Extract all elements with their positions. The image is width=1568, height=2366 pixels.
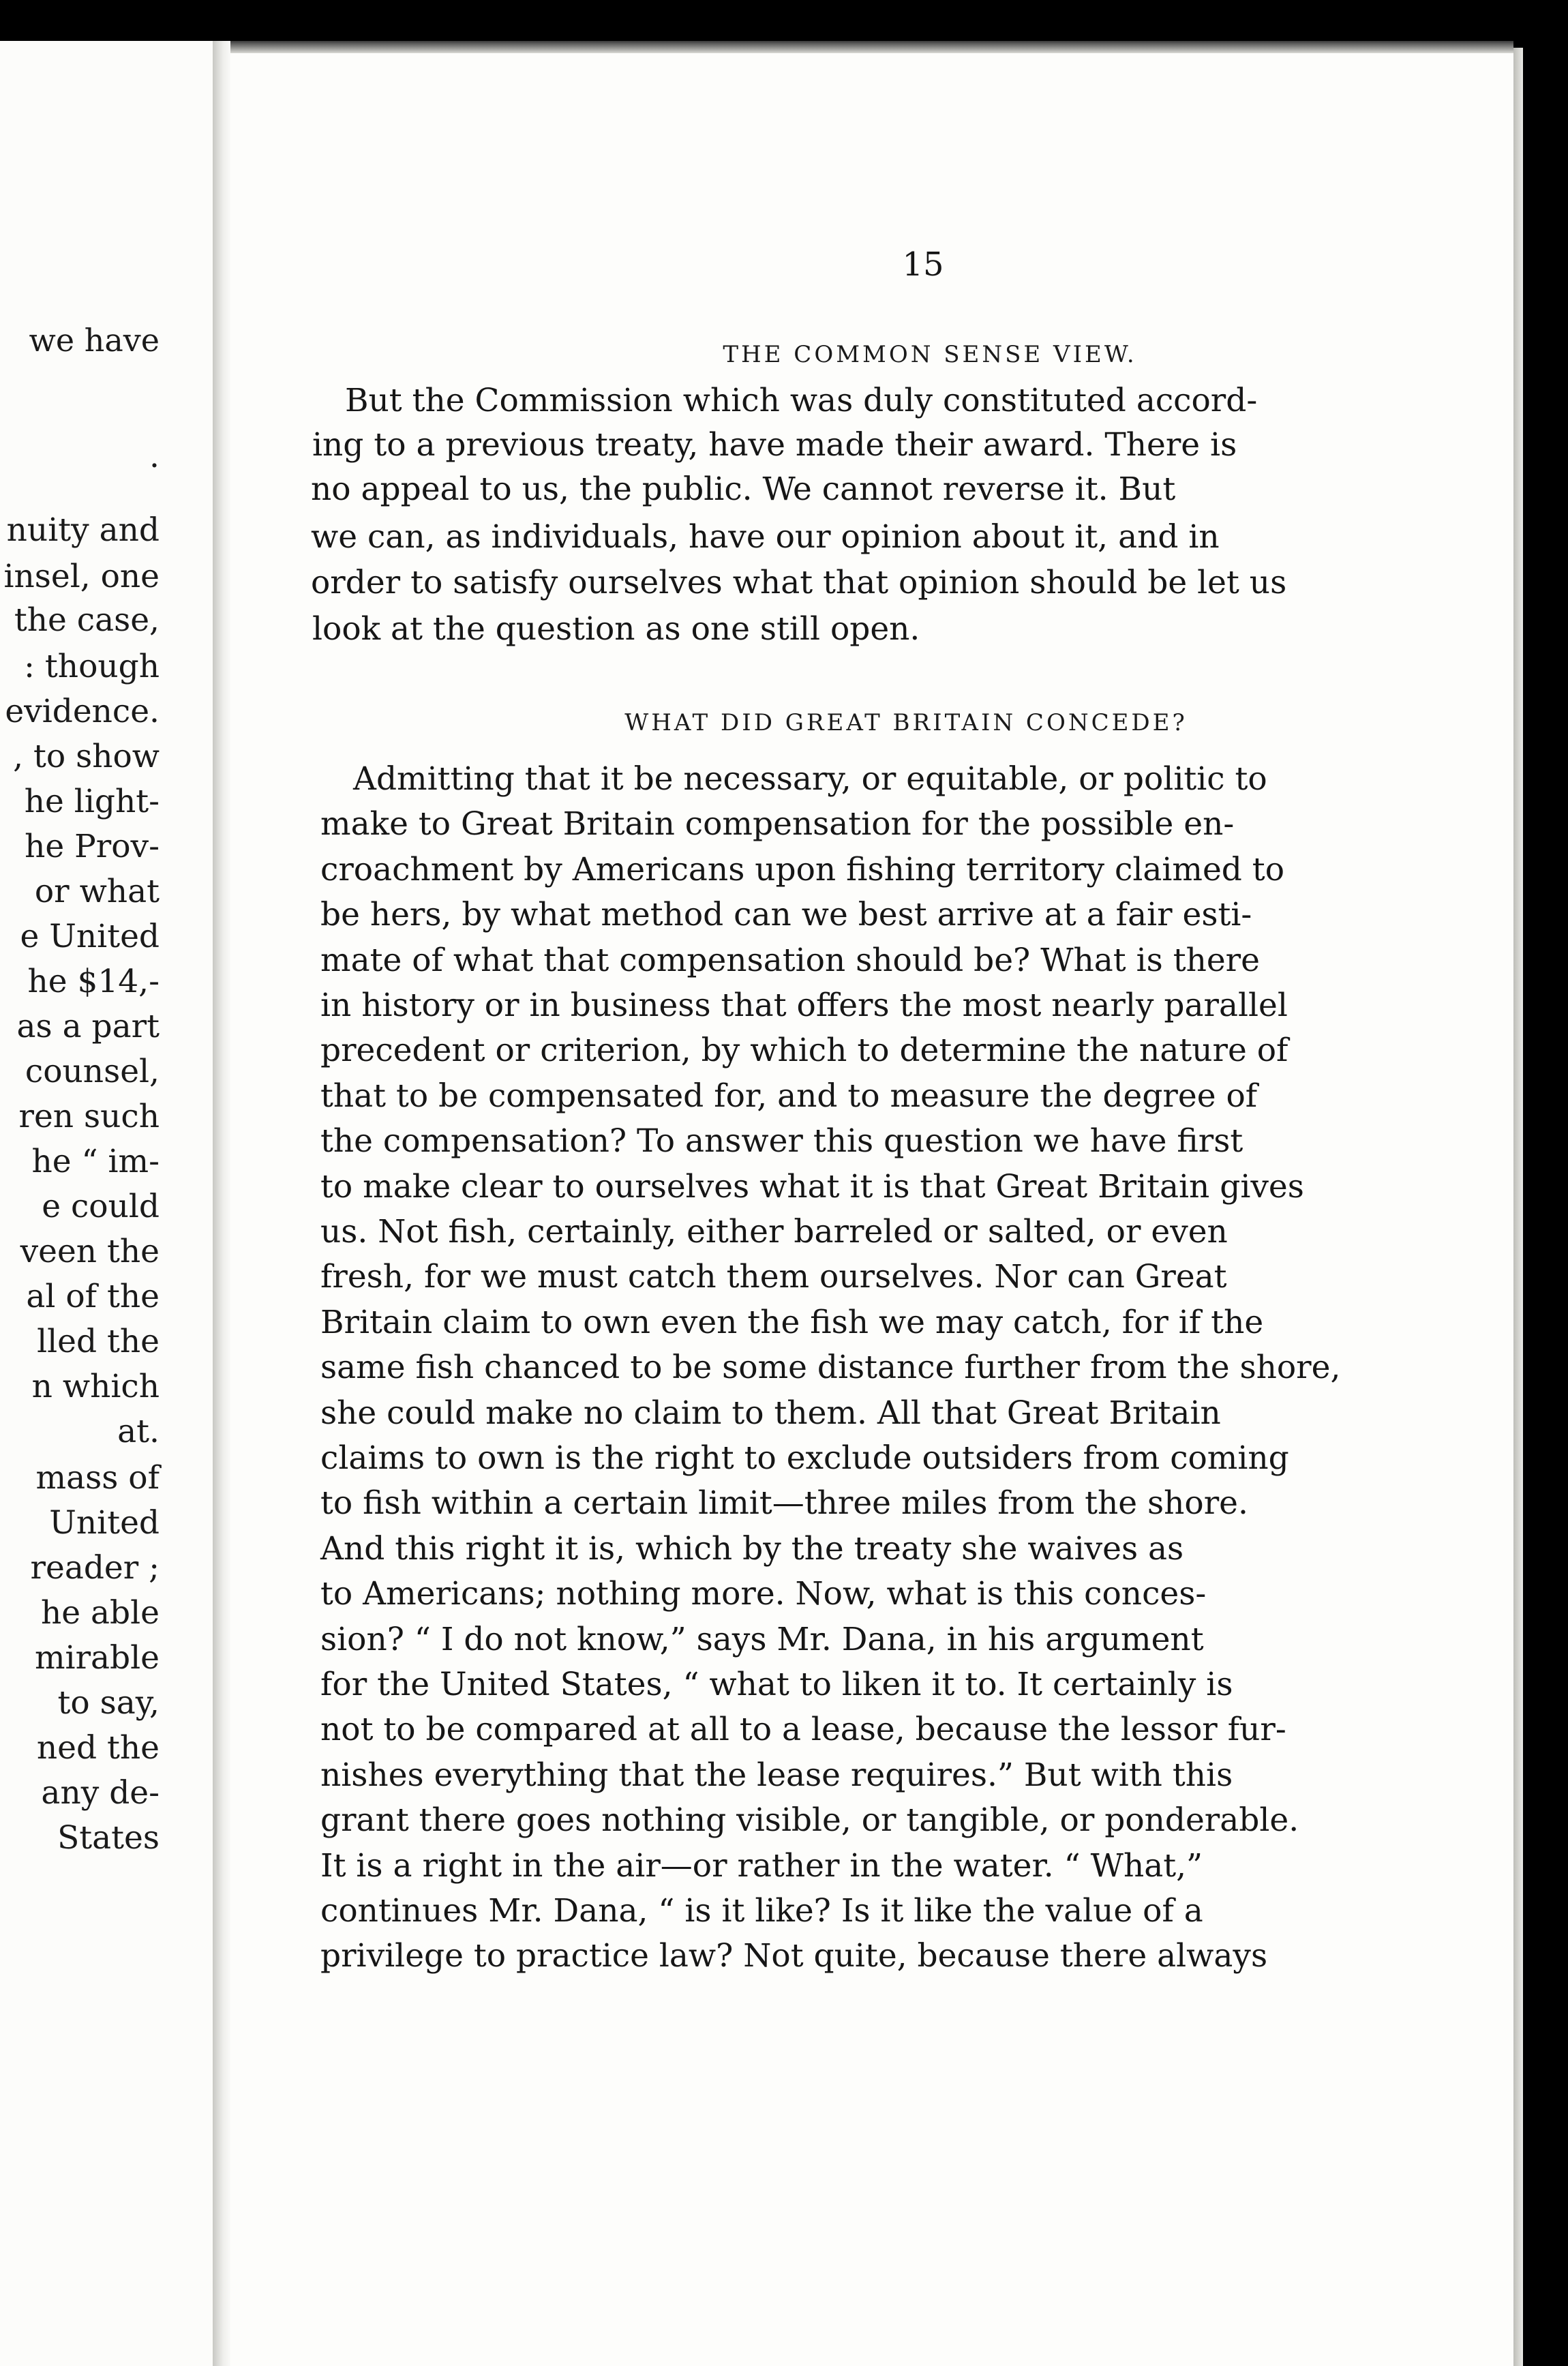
section-heading-common-sense-view: THE COMMON SENSE VIEW.	[723, 341, 1137, 368]
section-heading-what-did-great-britain-concede: WHAT DID GREAT BRITAIN CONCEDE?	[624, 709, 1188, 736]
left-page-line: States	[57, 1819, 160, 1857]
left-page-line: the case,	[14, 601, 160, 639]
paragraph-2-line: mate of what that compensation should be? What is there	[320, 942, 1260, 979]
paragraph-2-line: privilege to practice law? Not quite, because there always	[320, 1937, 1268, 1975]
paragraph-2-line: us. Not fish, certainly, either barreled or salted, or even	[320, 1213, 1228, 1251]
page-top-edge	[230, 41, 1513, 53]
paragraph-2-line: nishes everything that the lease requires.” But with this	[320, 1756, 1233, 1794]
left-page-line: e United	[20, 918, 160, 955]
left-page-line: he $14,-	[27, 963, 160, 1000]
page-right-edge	[1513, 48, 1523, 2366]
paragraph-2-line: croachment by Americans upon fishing territory claimed to	[320, 851, 1284, 888]
left-page-line: .	[149, 438, 160, 475]
left-page-line: we have	[29, 322, 160, 359]
paragraph-2-line: to make clear to ourselves what it is that Great Britain gives	[320, 1168, 1304, 1206]
left-page-line: or what	[34, 873, 160, 910]
left-page-line: any de-	[41, 1774, 160, 1812]
paragraph-2-line: not to be compared at all to a lease, because the lessor fur-	[320, 1711, 1286, 1748]
paragraph-2-line: that to be compensated for, and to measure the degree of	[320, 1077, 1258, 1115]
paragraph-2-line: claims to own is the right to exclude outsiders from coming	[320, 1439, 1289, 1477]
left-page-line: he able	[41, 1594, 160, 1632]
left-page-line: mirable	[34, 1639, 160, 1677]
paragraph-2-line: Britain claim to own even the fish we may catch, for if the	[320, 1304, 1264, 1341]
left-page-line: insel, one	[3, 558, 160, 595]
paragraph-1-line: But the Commission which was duly constituted accord-	[345, 382, 1258, 419]
paragraph-1-line: look at the question as one still open.	[312, 610, 920, 648]
left-page-line: , to show	[13, 738, 160, 775]
left-page-line: lled the	[37, 1323, 160, 1360]
left-page-line: veen the	[20, 1233, 160, 1270]
paragraph-1-line: order to satisfy ourselves what that opinion should be let us	[311, 564, 1287, 601]
paragraph-2-line: Admitting that it be necessary, or equitable, or politic to	[353, 760, 1267, 798]
paragraph-2-line: the compensation? To answer this question we have first	[320, 1122, 1243, 1160]
left-page-line: to say,	[57, 1684, 160, 1722]
left-page-line: : though	[24, 648, 160, 685]
left-page-line: evidence.	[5, 693, 160, 730]
paragraph-1-line: we can, as individuals, have our opinion about it, and in	[311, 518, 1220, 556]
paragraph-1-line: no appeal to us, the public. We cannot reverse it. But	[311, 470, 1176, 508]
paragraph-2-line: continues Mr. Dana, “ is it like? Is it like the value of a	[320, 1892, 1203, 1930]
left-page-fragment	[0, 41, 215, 2366]
paragraph-2-line: fresh, for we must catch them ourselves. Nor can Great	[320, 1258, 1227, 1296]
left-page-line: as a part	[16, 1008, 160, 1045]
left-page-line: al of the	[26, 1278, 160, 1315]
left-page-line: n which	[31, 1368, 160, 1405]
paragraph-2-line: same fish chanced to be some distance further from the shore,	[320, 1349, 1341, 1386]
left-page-line: counsel,	[25, 1053, 160, 1090]
left-page-line: he “ im-	[31, 1143, 160, 1180]
right-page	[230, 41, 1513, 2366]
page-number: 15	[902, 245, 944, 284]
left-page-line: mass of	[35, 1459, 160, 1497]
paragraph-2-line: she could make no claim to them. All that Great Britain	[320, 1394, 1221, 1432]
paragraph-2-line: precedent or criterion, by which to determine the nature of	[320, 1032, 1288, 1069]
paragraph-2-line: to fish within a certain limit—three miles from the shore.	[320, 1484, 1248, 1522]
left-page-line: ren such	[18, 1098, 160, 1135]
left-page-line: nuity and	[6, 511, 160, 549]
left-page-line: at.	[117, 1413, 160, 1450]
paragraph-2-line: for the United States, “ what to liken it to. It certainly is	[320, 1666, 1233, 1703]
book-gutter	[213, 41, 230, 2366]
paragraph-2-line: to Americans; nothing more. Now, what is this conces-	[320, 1575, 1207, 1613]
left-page-line: he light-	[24, 783, 160, 820]
paragraph-2-line: sion? “ I do not know,” says Mr. Dana, in his argument	[320, 1621, 1204, 1658]
paragraph-1-line: ing to a previous treaty, have made their award. There is	[312, 426, 1237, 464]
paragraph-2-line: It is a right in the air—or rather in the water. “ What,”	[320, 1847, 1203, 1885]
left-page-line: ned the	[36, 1729, 160, 1767]
paragraph-2-line: in history or in business that offers the most nearly parallel	[320, 987, 1288, 1024]
left-page-line: e could	[42, 1188, 160, 1225]
left-page-line: he Prov-	[25, 828, 160, 865]
paragraph-2-line: make to Great Britain compensation for the possible en-	[320, 805, 1235, 843]
left-page-line: United	[49, 1504, 160, 1542]
paragraph-2-line: grant there goes nothing visible, or tangible, or ponderable.	[320, 1801, 1299, 1839]
left-page-line: reader ;	[30, 1549, 160, 1587]
paragraph-2-line: And this right it is, which by the treaty she waives as	[320, 1530, 1184, 1568]
paragraph-2-line: be hers, by what method can we best arrive at a fair esti-	[320, 896, 1252, 933]
